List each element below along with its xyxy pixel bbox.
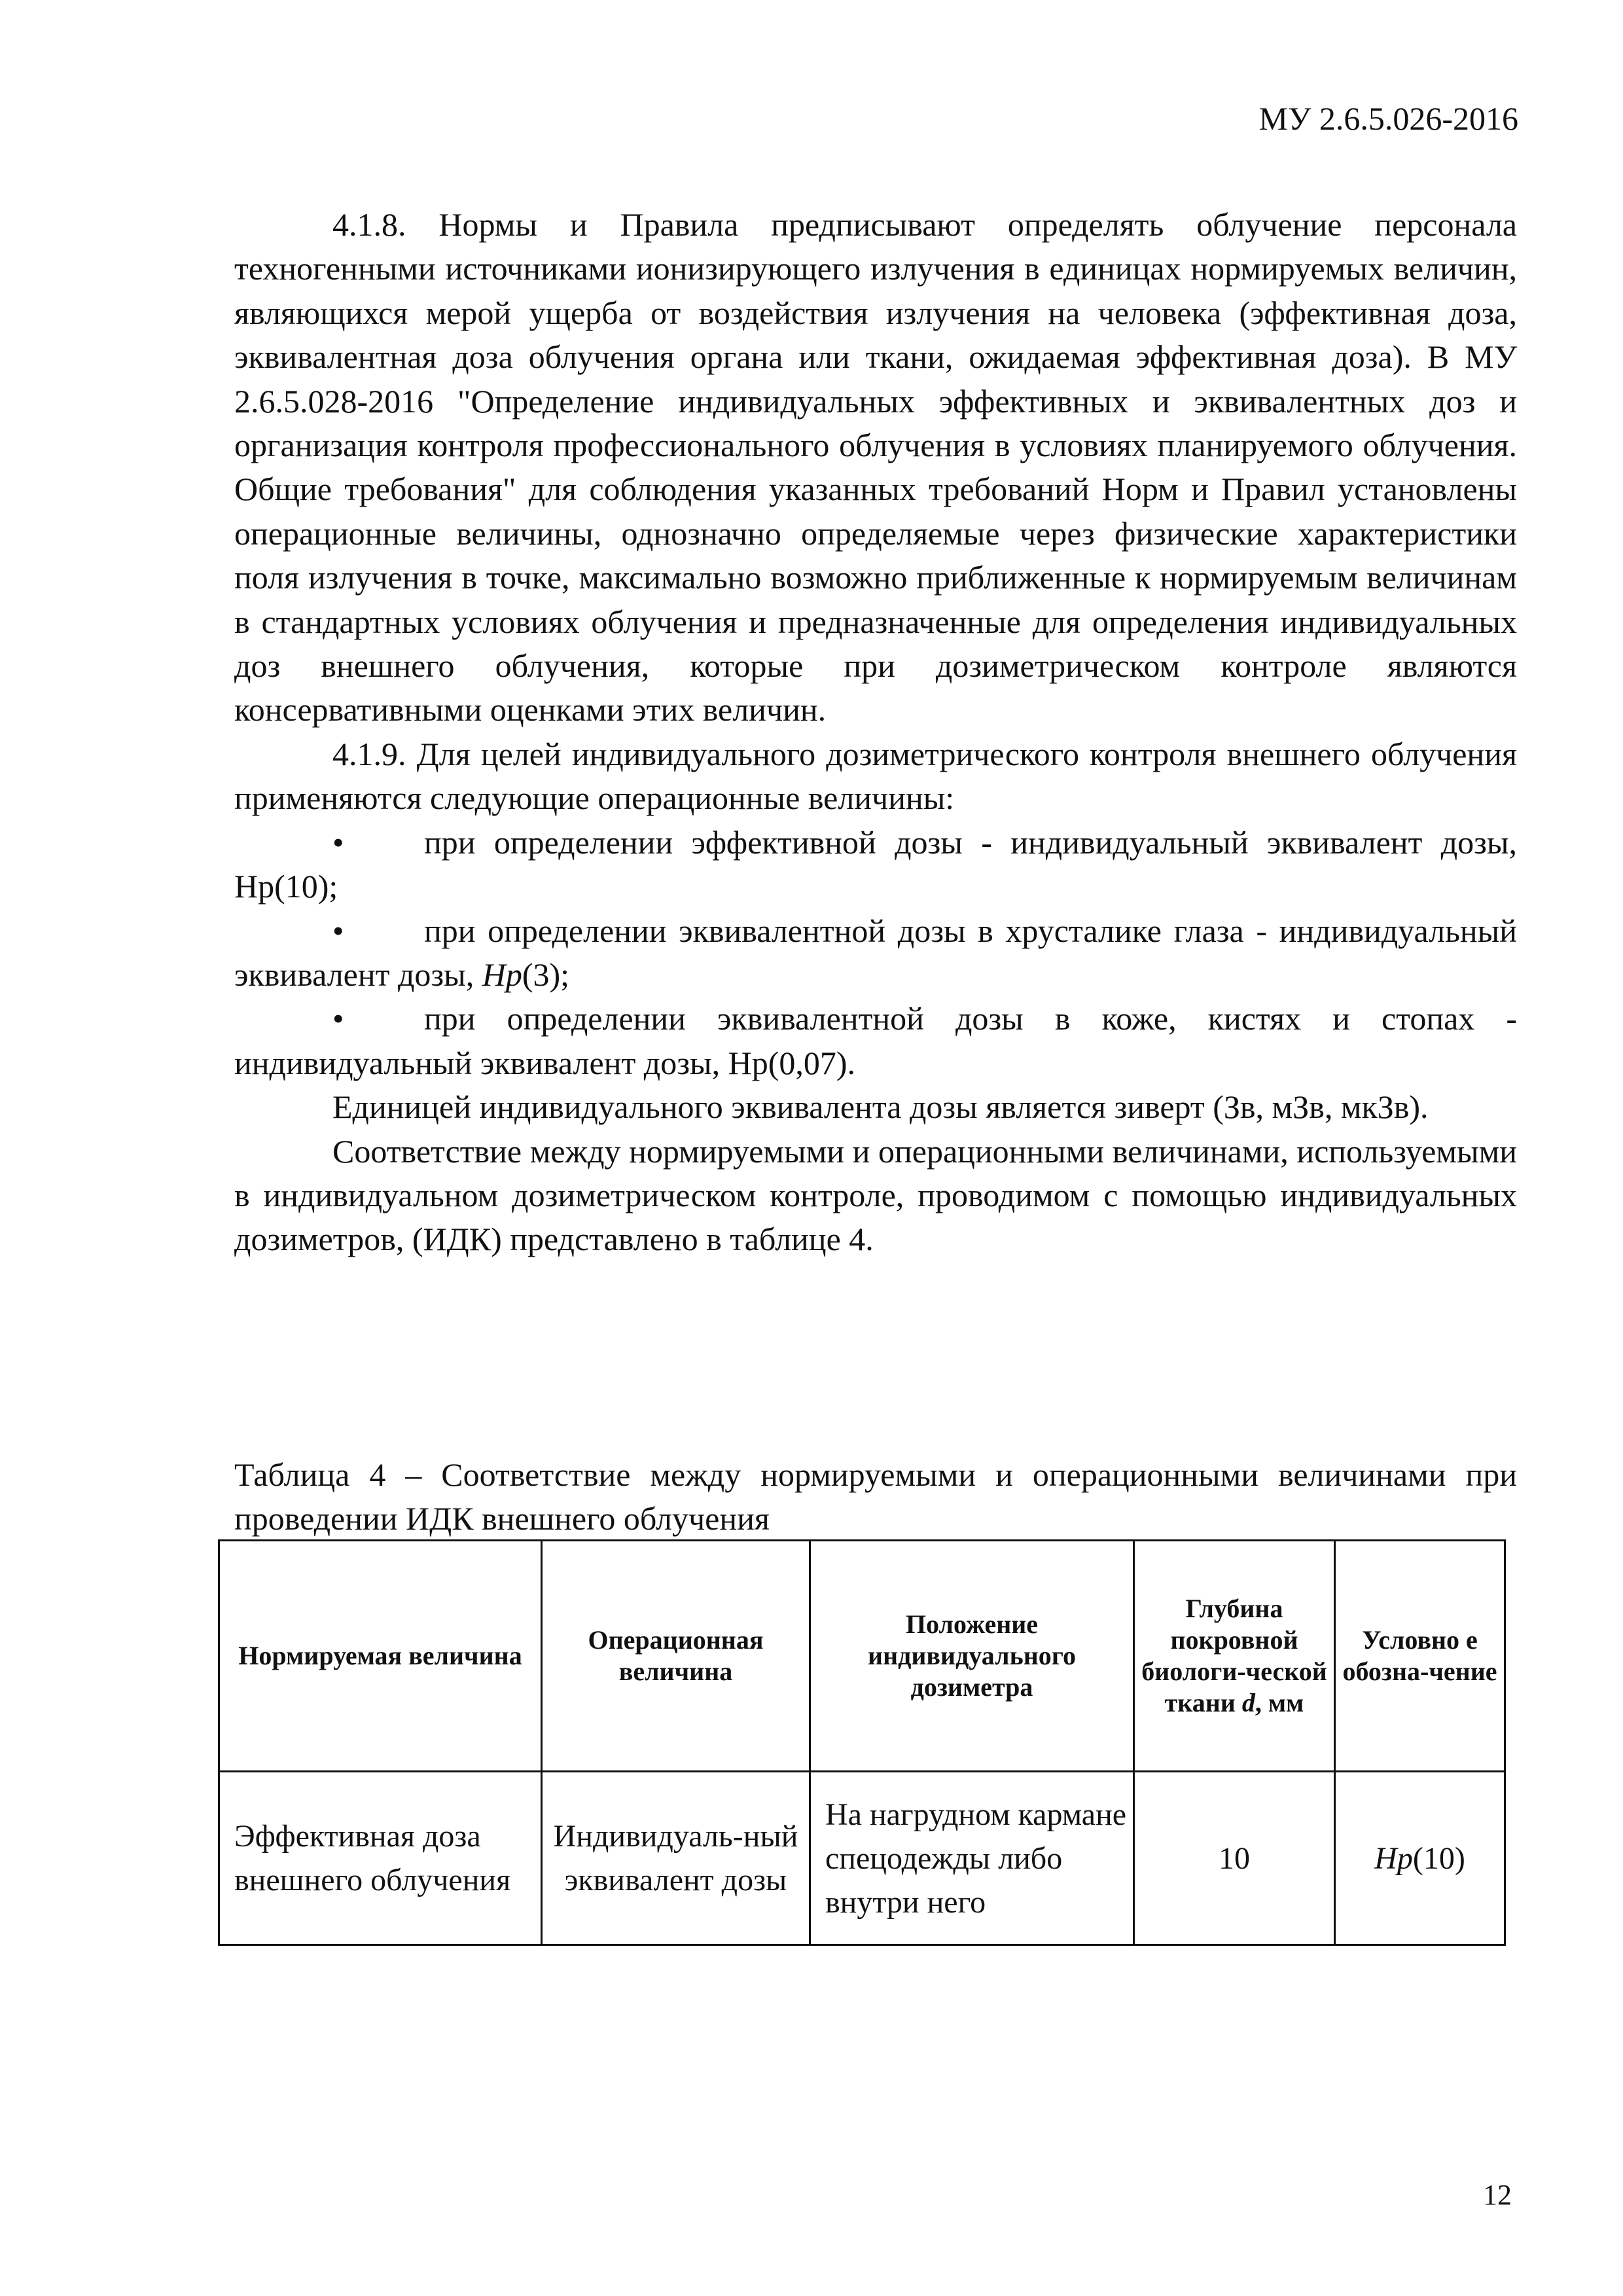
bullet-text: при определении эквивалентной дозы в хрусталике глаза - индивидуальный эквивалент дозы, [234, 912, 1517, 993]
quantity-argument: (3); [522, 956, 570, 993]
cell-normalized-quantity: Эффективная доза внешнего облучения [219, 1772, 542, 1945]
header-tissue-depth-text: Глубина покровной биологи-ческой ткани [1141, 1594, 1327, 1717]
header-normalized-quantity: Нормируемая величина [219, 1541, 542, 1772]
bullet-item-eye-lens-dose [234, 909, 1517, 997]
bullet-marker: • [332, 912, 344, 949]
quantity-argument: (10); [274, 868, 338, 905]
table-header-row [219, 1541, 1505, 1772]
header-tissue-depth [1134, 1541, 1335, 1772]
document-code-header: МУ 2.6.5.026-2016 [1258, 100, 1518, 137]
header-designation: Условно е обозна-чение [1335, 1541, 1505, 1772]
quantity-symbol: Hр [728, 1044, 768, 1081]
page-number: 12 [1483, 2179, 1512, 2211]
dose-correspondence-table [218, 1539, 1506, 1946]
header-depth-symbol: d [1241, 1688, 1255, 1717]
table-caption: Таблица 4 – Соответствие между нормируемыми и операционными величинами при проведении ИДК внешнего облучения [234, 1456, 1517, 1537]
designation-symbol: Hр [1374, 1840, 1413, 1876]
bullet-text: при определении эквивалентной дозы в коже, кистях и стопах - индивидуальный эквивалент дозы, [234, 1000, 1517, 1081]
main-text [234, 203, 1517, 1262]
bullet-item-effective-dose [234, 821, 1517, 909]
bullet-marker: • [332, 1000, 344, 1037]
bullet-text: при определении эффективной дозы - индивидуальный эквивалент дозы, [424, 823, 1517, 861]
quantity-symbol: Hр [234, 868, 275, 905]
header-operational-quantity: Операционная величина [542, 1541, 810, 1772]
cell-operational-quantity: Индивидуаль-ный эквивалент дозы [542, 1772, 810, 1945]
paragraph-unit-definition: Единицей индивидуального эквивалента дозы является зиверт (Зв, мЗв, мкЗв). [332, 1088, 1429, 1126]
cell-designation [1335, 1772, 1505, 1945]
quantity-argument: (0,07). [768, 1044, 856, 1081]
paragraph-table-reference: Соответствие между нормируемыми и операционными величинами, используемыми в индивидуальном дозиметрическом контроле, проводимом с помощью индивидуальных дозиметров, (ИДК) представлено в таблице 4. [234, 1132, 1517, 1258]
table-row [219, 1772, 1505, 1945]
cell-dosimeter-position: На нагрудном кармане спецодежды либо внутри него [810, 1772, 1134, 1945]
paragraph-4-1-8: 4.1.8. Нормы и Правила предписывают определять облучение персонала техногенными источниками ионизирующего излучения в единицах нормируемых величин, являющихся мерой ущерба от воздействия излучения на человека (эффективная доза, эквивалентная доза облучения органа или ткани, ожидаемая эффективная доза). В МУ 2.6.5.028-2016 "Определение индивидуальных эффективных и эквивалентных доз и организация контроля профессионального облучения в условиях планируемого облучения. Общие требования" для соблюдения указанных требований Норм и Правил установлены операционные величины, однозначно определяемые через физические характеристики поля излучения в точке, максимально возможно приближенные к нормируемым величинам в стандартных условиях облучения и предназначенные для определения индивидуальных доз внешнего облучения, которые при дозиметрическом контроле являются консервативными оценками этих величин. [234, 206, 1517, 728]
cell-tissue-depth: 10 [1134, 1772, 1335, 1945]
header-dosimeter-position: Положение индивидуального дозиметра [810, 1541, 1134, 1772]
quantity-symbol: Hр [482, 956, 522, 993]
dose-table-container [218, 1539, 1506, 1946]
bullet-item-skin-dose [234, 997, 1517, 1085]
header-depth-unit: , мм [1255, 1688, 1304, 1717]
bullet-marker: • [332, 823, 344, 861]
paragraph-4-1-9: 4.1.9. Для целей индивидуального дозиметрического контроля внешнего облучения применяются следующие операционные величины: [234, 735, 1517, 817]
designation-argument: (10) [1412, 1840, 1465, 1876]
